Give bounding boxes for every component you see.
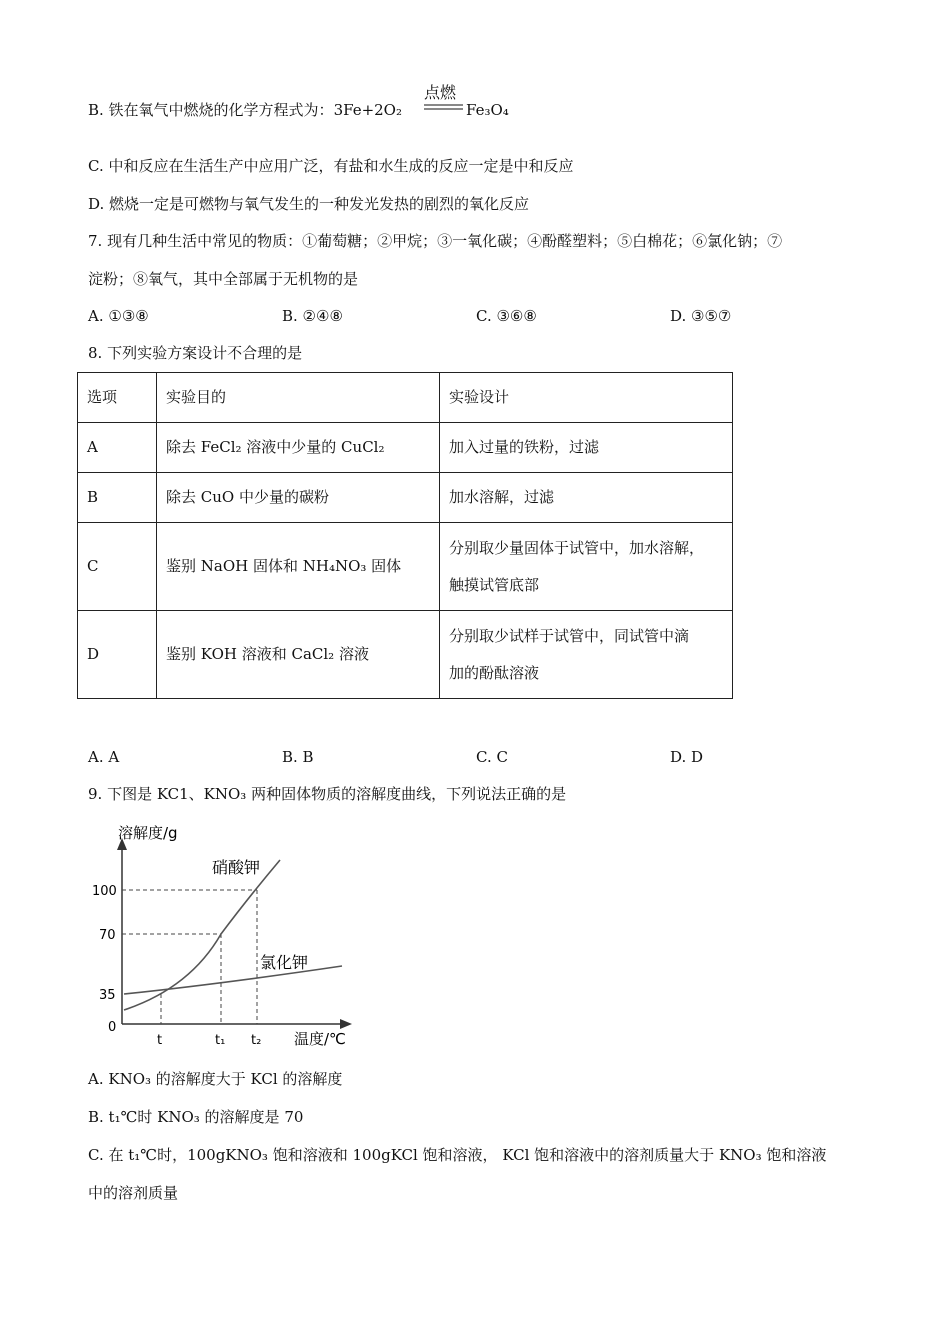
table-row bbox=[78, 611, 733, 699]
q7-option-d: D. ③⑤⑦ bbox=[670, 307, 732, 325]
header-design: 实验设计 bbox=[440, 373, 733, 423]
q6-option-c: C. 中和反应在生活生产中应用广泛，有盐和水生成的反应一定是中和反应 bbox=[88, 157, 574, 175]
q8-table bbox=[77, 372, 733, 699]
y-tick-100: 100 bbox=[92, 884, 117, 899]
q6-option-d: D. 燃烧一定是可燃物与氧气发生的一种发光发热的剧烈的氧化反应 bbox=[88, 195, 530, 213]
equation-condition: 点燃 bbox=[424, 83, 457, 102]
q8-stem: 8. 下列实验方案设计不合理的是 bbox=[88, 344, 303, 362]
row-c-design bbox=[440, 523, 733, 611]
q7-option-b: B. ②④⑧ bbox=[282, 307, 343, 325]
y-tick-0: 0 bbox=[108, 1020, 117, 1035]
q7-stem-line2: 淀粉；⑧氧气，其中全部属于无机物的是 bbox=[88, 270, 359, 288]
x-tick-t1: t₁ bbox=[215, 1033, 226, 1048]
y-tick-70: 70 bbox=[99, 928, 116, 943]
q8-option-a: A. A bbox=[88, 748, 120, 766]
q8-option-d: D. D bbox=[670, 748, 704, 766]
row-d-purpose: 鉴别 KOH 溶液和 CaCl₂ 溶液 bbox=[157, 611, 440, 699]
row-d-design-line2: 加的酚酞溶液 bbox=[449, 663, 540, 682]
q9-option-a: A. KNO₃ 的溶解度大于 KCl 的溶解度 bbox=[88, 1070, 343, 1088]
table-header-row bbox=[78, 373, 733, 423]
q9-stem: 9. 下图是 KC1、KNO₃ 两种固体物质的溶解度曲线，下列说法正确的是 bbox=[88, 785, 567, 803]
row-c-design-line2: 触摸试管底部 bbox=[449, 575, 540, 594]
equation-product: Fe₃O₄ bbox=[466, 101, 509, 119]
row-a-option: A bbox=[78, 423, 157, 473]
row-a-design: 加入过量的铁粉，过滤 bbox=[440, 423, 733, 473]
x-tick-t: t bbox=[157, 1033, 163, 1048]
y-axis-label: 溶解度/g bbox=[118, 824, 178, 842]
header-option: 选项 bbox=[78, 373, 157, 423]
x-tick-t2: t₂ bbox=[251, 1033, 262, 1048]
table-row bbox=[78, 523, 733, 611]
q8-option-b: B. B bbox=[282, 748, 314, 766]
row-c-design-line1: 分别取少量固体于试管中，加水溶解， bbox=[449, 538, 705, 557]
q6-option-b-prefix: B. 铁在氧气中燃烧的化学方程式为： bbox=[88, 101, 334, 119]
x-axis-arrow bbox=[340, 1019, 352, 1029]
kcl-label: 氯化钾 bbox=[260, 953, 309, 972]
row-b-option: B bbox=[78, 473, 157, 523]
row-a-purpose: 除去 FeCl₂ 溶液中少量的 CuCl₂ bbox=[157, 423, 440, 473]
solubility-chart bbox=[90, 818, 360, 1054]
row-d-design-line1: 分别取少试样于试管中，同试管中滴 bbox=[449, 626, 690, 645]
kno3-label: 硝酸钾 bbox=[212, 858, 261, 877]
table-row bbox=[78, 473, 733, 523]
q8-option-c: C. C bbox=[476, 748, 508, 766]
q6-option-b bbox=[88, 100, 402, 120]
row-b-design: 加水溶解，过滤 bbox=[440, 473, 733, 523]
row-c-purpose: 鉴别 NaOH 固体和 NH₄NO₃ 固体 bbox=[157, 523, 440, 611]
q9-option-c-line2: 中的溶剂质量 bbox=[88, 1184, 179, 1202]
x-axis-label: 温度/℃ bbox=[294, 1030, 346, 1048]
row-d-option: D bbox=[78, 611, 157, 699]
q9-option-c-line1: C. 在 t₁℃时，100gKNO₃ 饱和溶液和 100gKCl 饱和溶液， KCl 饱和溶液中的溶剂质量大于 KNO₃ 饱和溶液 bbox=[88, 1146, 827, 1164]
kcl-curve bbox=[124, 966, 342, 994]
q9-option-b: B. t₁℃时 KNO₃ 的溶解度是 70 bbox=[88, 1108, 304, 1126]
equation-equals-sign bbox=[424, 103, 464, 115]
header-purpose: 实验目的 bbox=[157, 373, 440, 423]
row-d-design bbox=[440, 611, 733, 699]
q7-stem-line1: 7. 现有几种生活中常见的物质：①葡萄糖；②甲烷；③一氧化碳；④酚醛塑料；⑤白棉花；⑥氯化钠；⑦ bbox=[88, 232, 783, 250]
row-b-purpose: 除去 CuO 中少量的碳粉 bbox=[157, 473, 440, 523]
row-c-option: C bbox=[78, 523, 157, 611]
y-tick-35: 35 bbox=[99, 988, 116, 1003]
q6-option-b-reactants: 3Fe+2O₂ bbox=[333, 101, 402, 119]
q7-option-a: A. ①③⑧ bbox=[88, 307, 149, 325]
q7-option-c: C. ③⑥⑧ bbox=[476, 307, 537, 325]
table-row bbox=[78, 423, 733, 473]
